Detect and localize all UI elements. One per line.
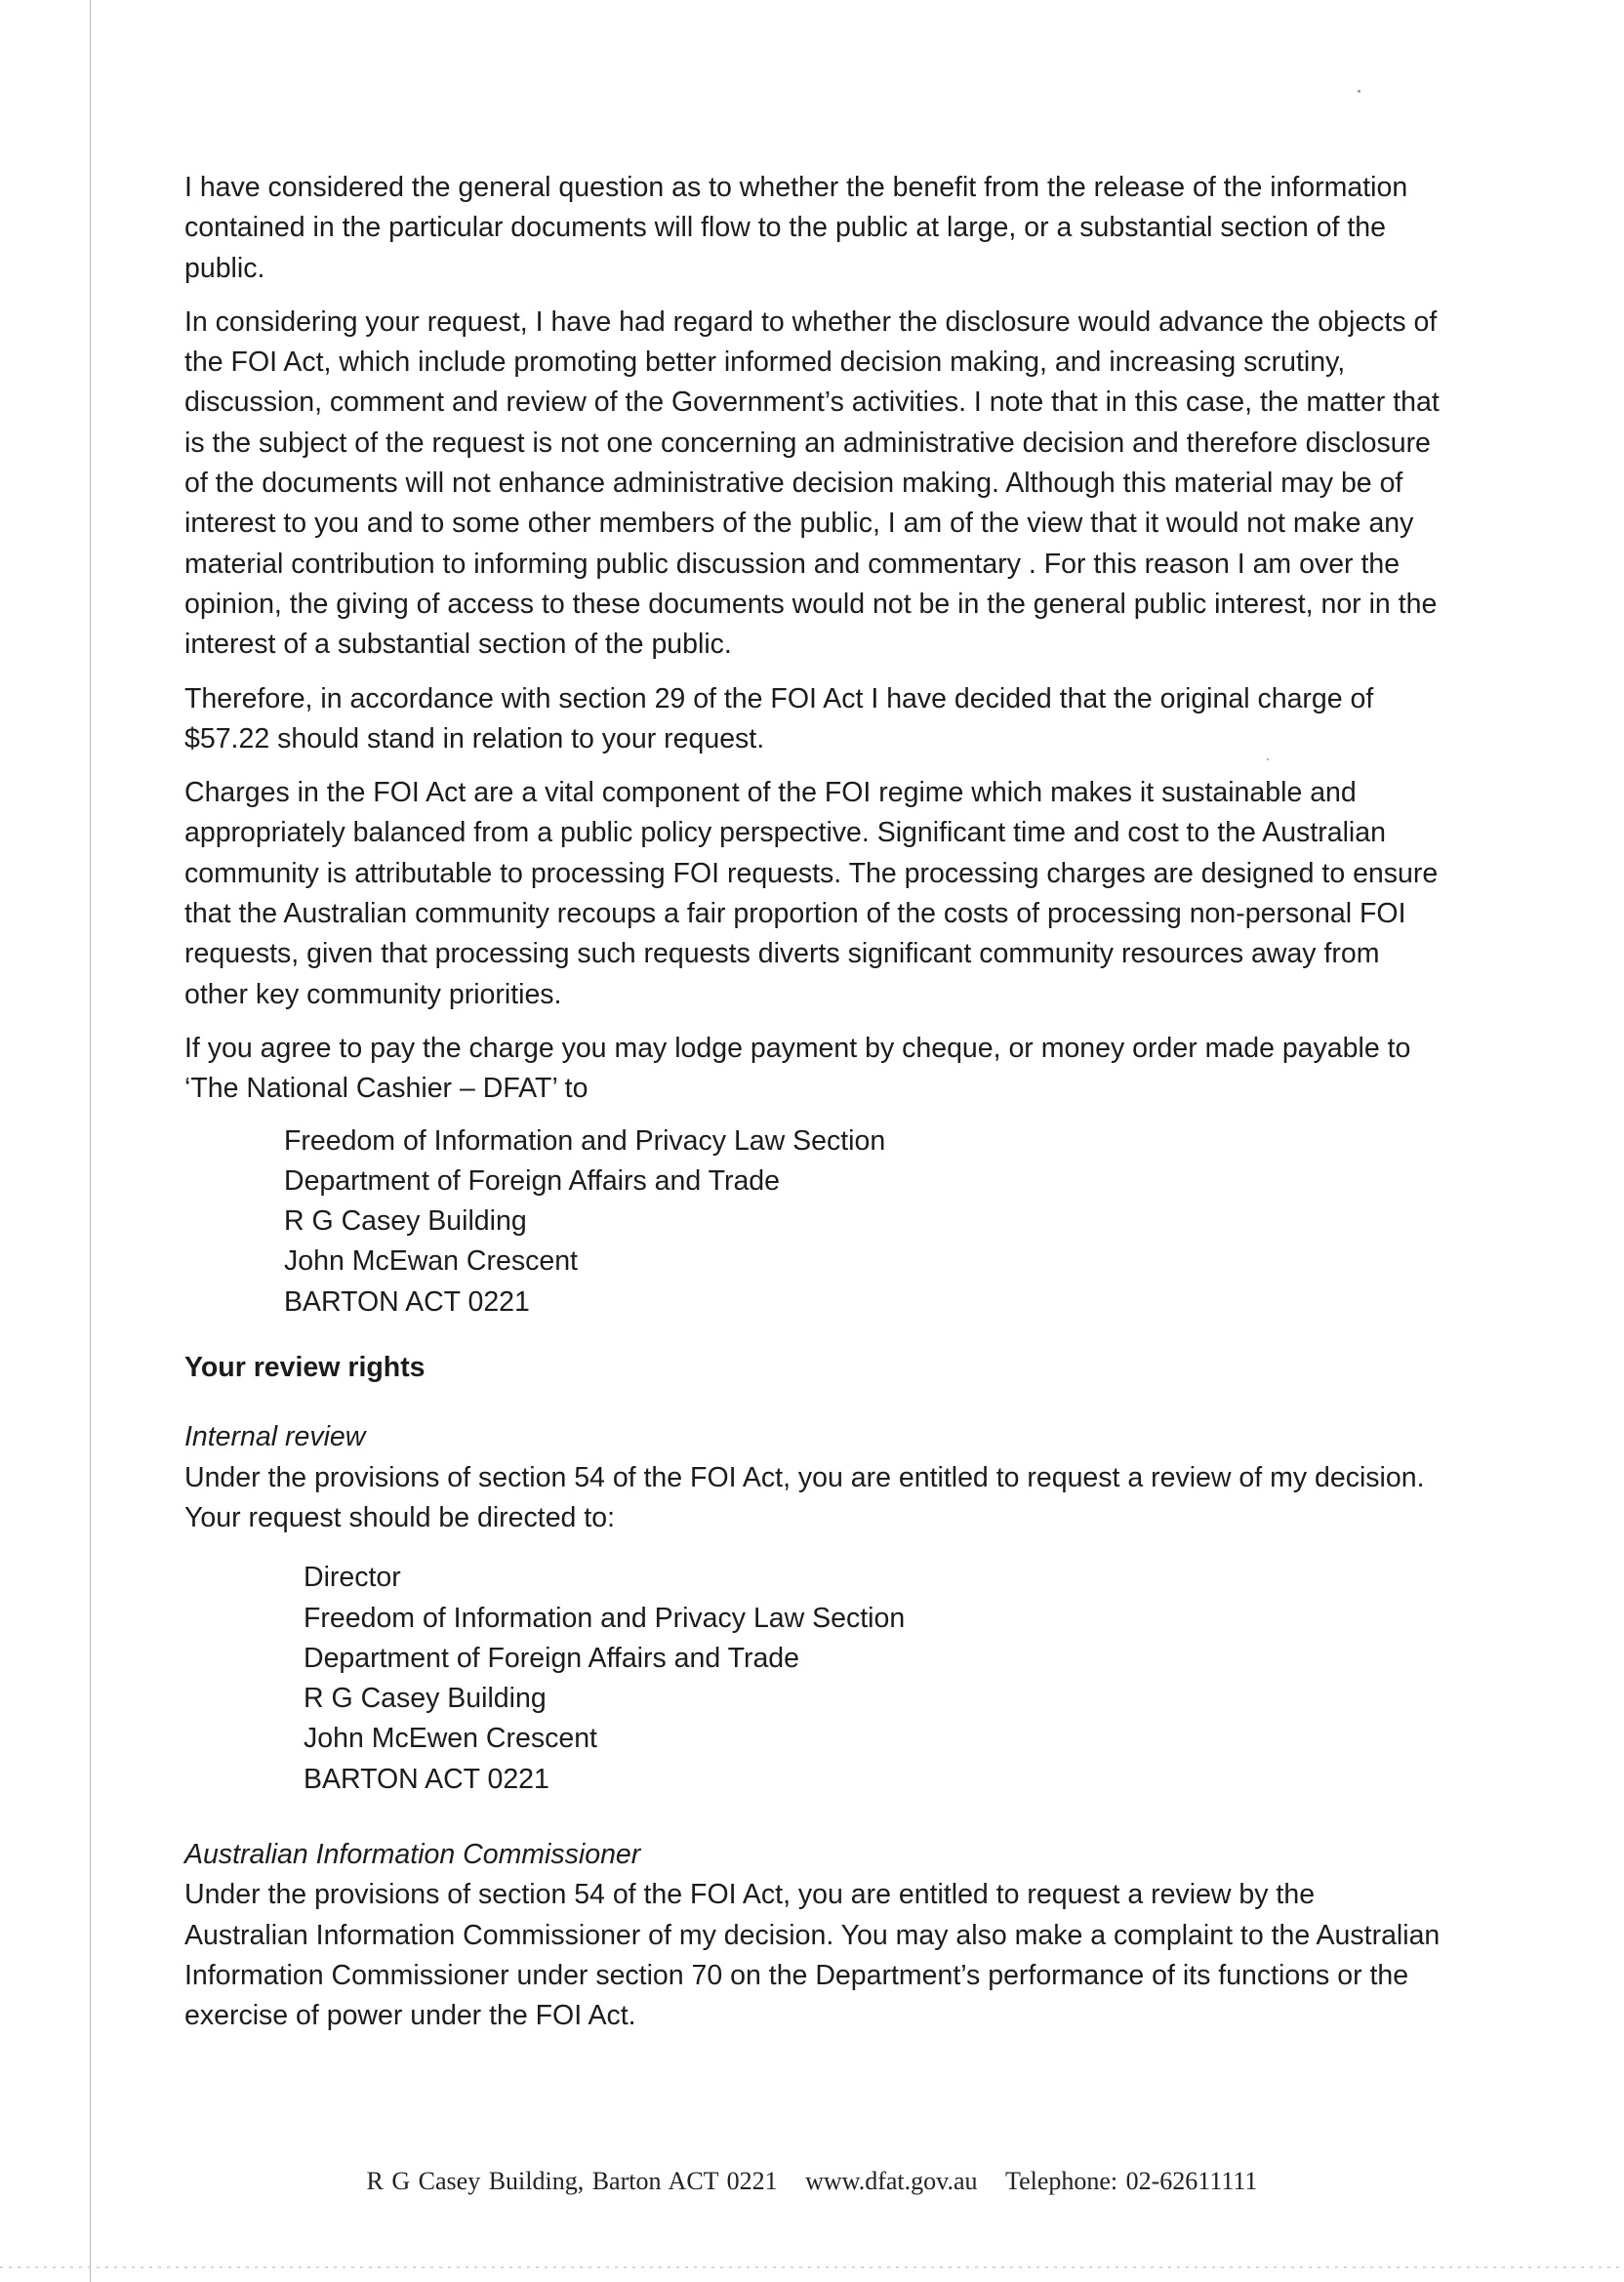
footer-website: www.dfat.gov.au — [805, 2167, 978, 2195]
scan-edge-line — [90, 0, 91, 2282]
paragraph-decision: Therefore, in accordance with section 29 of the FOI Act I have decided that the original charge of $57.22 should stand in relation to your request. — [184, 682, 1374, 754]
internal-review-text: Under the provisions of section 54 of the FOI Act, you are entitled to request a review of my decision. Your request should be directed to: — [184, 1461, 1425, 1533]
address-line: John McEwan Crescent — [284, 1245, 578, 1278]
internal-review-title: Internal review — [184, 1421, 366, 1453]
internal-review-address — [184, 1558, 1443, 1800]
address-line: BARTON ACT 0221 — [304, 1763, 549, 1795]
review-rights-heading: Your review rights — [184, 1352, 426, 1384]
paragraph-foi-objects: In considering your request, I have had regard to whether the disclosure would advance the objects of the FOI Act, which include promoting better informed decision making, and increasing scrutiny, discussion, comment and review of the Government’s activities. I note that in this case, the matter that is the subject of the request is not one concerning an administrative decision and therefore disclosure of the documents will not enhance administrative decision making. Although this material may be of interest to you and to some other members of the public, I am of the view that it would not make any material contribution to informing public discussion and commentary . For this reason I am over the opinion, the giving of access to these documents would not be in the general public interest, nor in the interest of a substantial section of the public. — [184, 306, 1440, 661]
address-line: Freedom of Information and Privacy Law Section — [304, 1602, 906, 1634]
address-line: Department of Foreign Affairs and Trade — [304, 1642, 800, 1674]
footer-address: R G Casey Building, Barton ACT 0221 — [366, 2167, 778, 2195]
payment-address — [184, 1121, 1443, 1323]
address-line: Department of Foreign Affairs and Trade — [284, 1164, 781, 1197]
paragraph-charges: Charges in the FOI Act are a vital component of the FOI regime which makes it sustainable and appropriately balanced from a public policy perspective. Significant time and cost to the Australian community is attributable to processing FOI requests. The processing charges are designed to ensure that the Australian community recoups a fair proportion of the costs of processing non-personal FOI requests, given that processing such requests diverts significant community resources away from other key community priorities. — [184, 777, 1439, 1010]
scan-speck — [1358, 90, 1360, 93]
address-line: John McEwen Crescent — [304, 1723, 597, 1755]
aic-title: Australian Information Commissioner — [184, 1838, 641, 1870]
paragraph-payment: If you agree to pay the charge you may lodge payment by cheque, or money order made payable to ‘The National Cashier – DFAT’ to — [184, 1032, 1411, 1105]
scan-dotted-edge — [0, 2266, 1624, 2268]
aic-section — [184, 1835, 1443, 2036]
letter-body — [184, 168, 1443, 2056]
address-line: R G Casey Building — [304, 1683, 547, 1715]
letter-footer — [0, 2167, 1624, 2196]
paragraph-public-benefit: I have considered the general question as to whether the benefit from the release of the information contained in the particular documents will flow to the public at large, or a substantial section of the public. — [184, 172, 1408, 284]
internal-review-section — [184, 1417, 1443, 1538]
address-line: R G Casey Building — [284, 1205, 527, 1238]
address-line: BARTON ACT 0221 — [284, 1285, 530, 1318]
footer-telephone: Telephone: 02-62611111 — [1005, 2167, 1258, 2195]
address-line: Freedom of Information and Privacy Law Section — [284, 1124, 886, 1157]
aic-text: Under the provisions of section 54 of the FOI Act, you are entitled to request a review by the Australian Information Commissioner of my decision. You may also make a complaint to the Australian Information Commissioner under section 70 on the Department’s performance of its functions or the exercise of power under the FOI Act. — [184, 1879, 1441, 2032]
address-line: Director — [304, 1562, 401, 1594]
